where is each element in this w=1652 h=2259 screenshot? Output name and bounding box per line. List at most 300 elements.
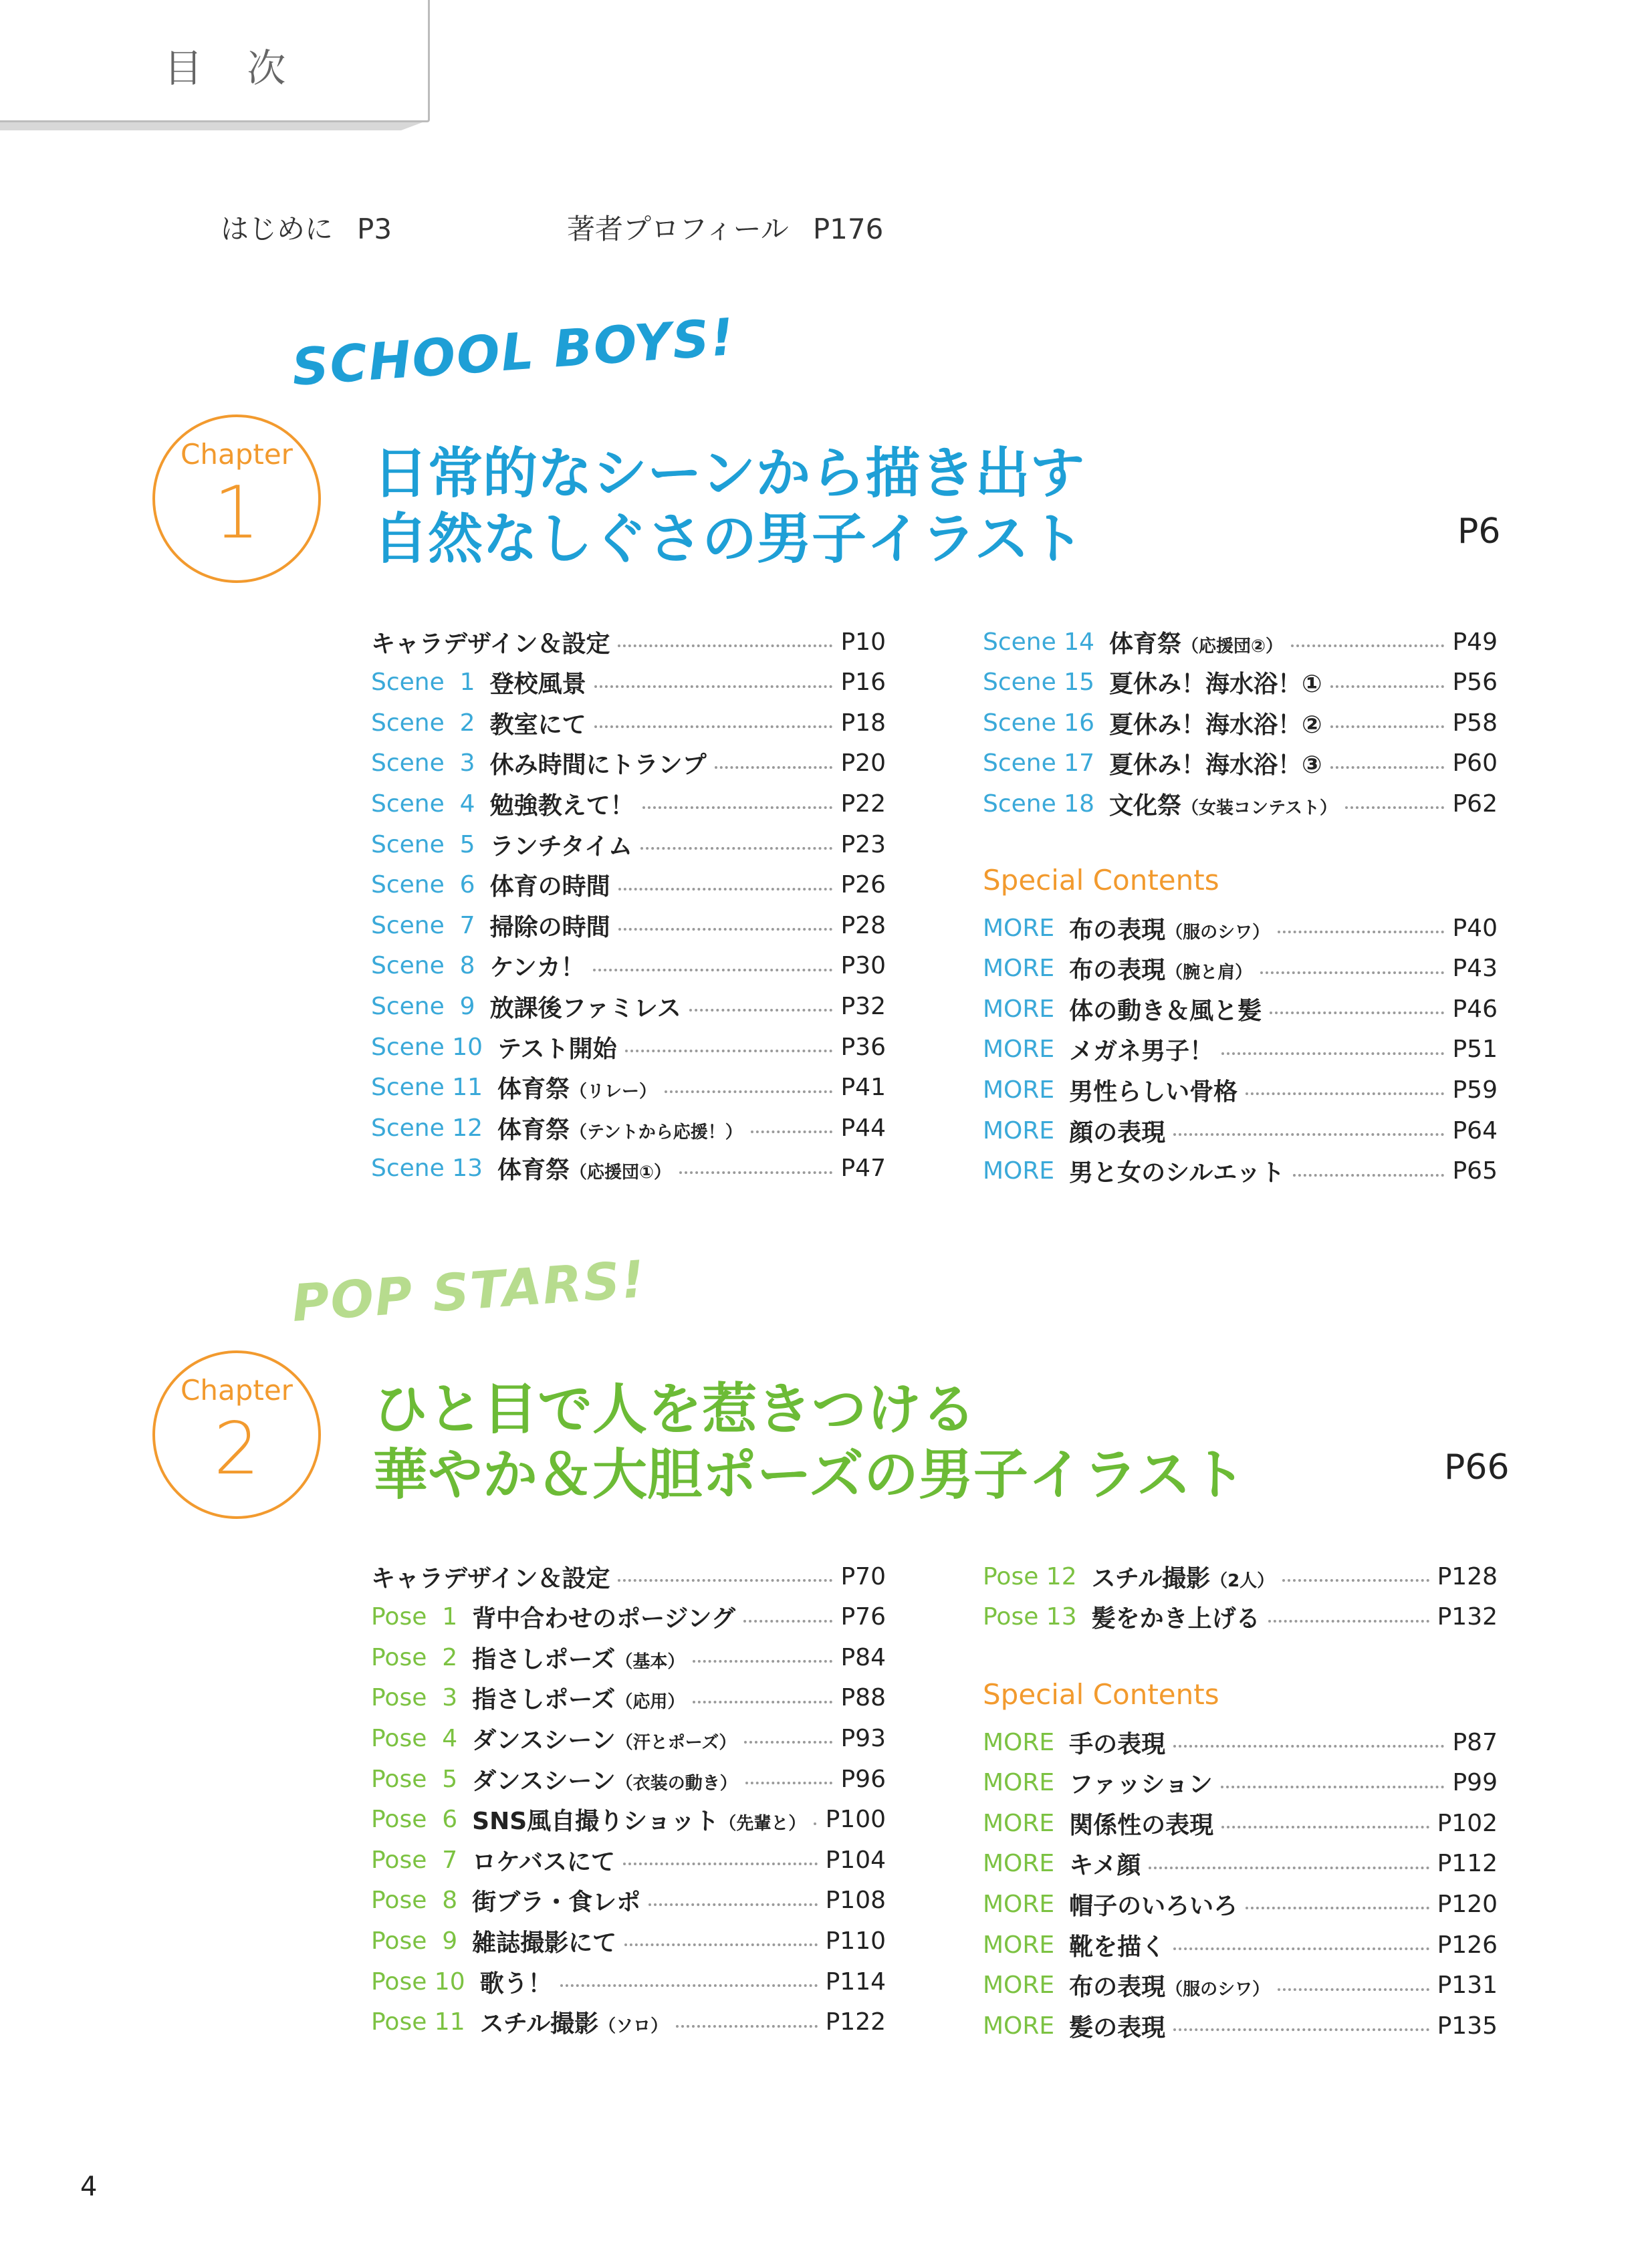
toc-entry-page: P46 <box>1452 995 1498 1023</box>
toc-entry-page: P59 <box>1452 1076 1498 1104</box>
toc-entry-title-text: 男性らしい骨格 <box>1069 1078 1238 1106</box>
toc-entry-title-text: 教室にて <box>489 711 586 739</box>
toc-entry-title-text: 雑誌撮影にて <box>472 1929 617 1957</box>
toc-entry[interactable] <box>983 908 1498 948</box>
toc-entry-page: P88 <box>840 1684 886 1712</box>
toc-entry[interactable] <box>983 989 1498 1029</box>
toc-entry[interactable] <box>983 1556 1498 1596</box>
toc-entry-label: Scene 18 <box>983 790 1095 818</box>
toc-entry-page: P135 <box>1437 2012 1498 2040</box>
toc-leader-dots <box>618 888 833 890</box>
intro-item-profile[interactable] <box>567 207 883 247</box>
toc-entry-page: P70 <box>840 1562 886 1590</box>
toc-entry-page: P36 <box>840 1033 886 1061</box>
toc-entry[interactable] <box>371 743 886 784</box>
toc-entry[interactable] <box>371 986 886 1026</box>
toc-entry-title <box>497 1111 743 1145</box>
toc-entry-title-text: 体育祭 <box>497 1157 570 1185</box>
toc-entry-title <box>490 746 707 780</box>
chapter2-number: 2 <box>213 1407 260 1491</box>
toc-entry-title-text: スチル撮影 <box>479 2010 599 2038</box>
toc-entry-label: Pose 3 <box>371 1684 458 1712</box>
toc-entry-page: P30 <box>840 952 886 980</box>
chapter2-start-page: P66 <box>1444 1447 1510 1488</box>
toc-entry-page: P110 <box>825 1927 886 1955</box>
toc-entry-page: P51 <box>1452 1036 1498 1064</box>
toc-entry-title-text: 文化祭 <box>1109 792 1182 820</box>
toc-entry-title-text: 勉強教えて！ <box>489 792 634 820</box>
toc-entry-page: P40 <box>1452 914 1498 942</box>
toc-entry-title-text: 指さしポーズ <box>472 1645 616 1673</box>
toc-entry-title-text: 手の表現 <box>1069 1730 1166 1758</box>
toc-entry-label: MORE <box>983 1931 1055 1959</box>
toc-entry-note: （応援団②） <box>1181 636 1284 657</box>
toc-entry[interactable] <box>371 1556 886 1596</box>
toc-entry-page: P93 <box>840 1724 886 1752</box>
toc-entry-title <box>472 1924 616 1958</box>
toc-entry-title <box>1069 1887 1237 1921</box>
toc-leader-dots <box>814 1822 817 1825</box>
toc-entry-page: P28 <box>840 911 886 939</box>
toc-entry[interactable] <box>983 1803 1498 1843</box>
toc-leader-dots <box>1282 1579 1429 1582</box>
toc-leader-dots <box>1270 1012 1444 1014</box>
toc-entry-title <box>497 1030 617 1064</box>
toc-entry-page: P32 <box>840 992 886 1020</box>
toc-leader-dots <box>745 1782 833 1784</box>
toc-entry[interactable] <box>983 1844 1498 1884</box>
toc-entry-title-text: メガネ男子！ <box>1069 1038 1214 1066</box>
toc-leader-dots <box>689 1009 833 1012</box>
toc-entry-title-text: 布の表現 <box>1069 1974 1166 2002</box>
toc-entry-note: （リレー） <box>570 1082 657 1102</box>
toc-entry-label: MORE <box>983 1769 1055 1797</box>
toc-entry-page: P131 <box>1437 1972 1498 2000</box>
toc-entry-title-text: 靴を描く <box>1069 1933 1166 1961</box>
toc-leader-dots <box>1246 1092 1444 1095</box>
chapter1-special-heading: Special Contents <box>983 864 1219 897</box>
toc-entry-page: P128 <box>1437 1562 1498 1590</box>
toc-title: 目 次 <box>164 45 302 91</box>
toc-entry-title <box>1069 1968 1270 2002</box>
toc-entry-title <box>371 1560 610 1594</box>
toc-entry[interactable] <box>983 1597 1498 1637</box>
toc-entry-title <box>1109 787 1337 821</box>
toc-entry[interactable] <box>983 784 1498 824</box>
toc-entry-label: Pose 2 <box>371 1643 458 1671</box>
toc-entry-page: P120 <box>1437 1890 1498 1918</box>
toc-entry-title <box>480 2005 669 2039</box>
toc-entry-label: MORE <box>983 1809 1055 1837</box>
toc-entry-title-text: 体育祭 <box>497 1116 570 1144</box>
page-number: 4 <box>80 2171 98 2202</box>
toc-leader-dots <box>743 1620 833 1623</box>
toc-entry-title <box>1069 1806 1213 1840</box>
toc-leader-dots <box>1291 644 1444 647</box>
toc-entry-title <box>472 1802 806 1836</box>
toc-leader-dots <box>618 1579 832 1582</box>
toc-entry-title-text: SNS風自撮りショット <box>472 1808 719 1836</box>
toc-entry[interactable] <box>983 949 1498 989</box>
toc-entry-title-text: 街ブラ・食レポ <box>472 1889 641 1917</box>
toc-entry-page: P65 <box>1452 1157 1498 1185</box>
toc-entry-page: P23 <box>840 830 886 858</box>
toc-leader-dots <box>693 1660 832 1663</box>
toc-entry-page: P20 <box>840 749 886 778</box>
toc-entry-title <box>371 625 610 659</box>
toc-entry-page: P64 <box>1452 1116 1498 1145</box>
toc-entry-label: Scene 1 <box>371 669 475 697</box>
toc-entry-page: P99 <box>1452 1769 1498 1797</box>
toc-leader-dots <box>1345 806 1444 809</box>
toc-entry[interactable] <box>983 1722 1498 1762</box>
chapter1-start-page: P6 <box>1457 511 1501 552</box>
toc-leader-dots <box>623 1863 818 1865</box>
toc-entry-page: P87 <box>1452 1728 1498 1756</box>
toc-entry[interactable] <box>371 905 886 945</box>
toc-entry[interactable] <box>371 1108 886 1148</box>
toc-entry-title <box>1092 1560 1275 1594</box>
toc-entry-title-text: 夏休み！海水浴！③ <box>1109 751 1322 780</box>
toc-entry[interactable] <box>983 1884 1498 1924</box>
toc-entry-label: Pose 8 <box>371 1887 458 1915</box>
toc-entry-page: P62 <box>1452 790 1498 818</box>
toc-leader-dots <box>715 766 833 769</box>
toc-entry-title-text: 掃除の時間 <box>489 913 610 941</box>
toc-entry-page: P41 <box>840 1074 886 1102</box>
toc-entry-page: P10 <box>840 628 886 656</box>
toc-entry[interactable] <box>371 1921 886 1961</box>
toc-entry-note: （服のシワ） <box>1165 1980 1270 2000</box>
toc-leader-dots <box>1330 766 1445 769</box>
toc-entry[interactable] <box>371 784 886 824</box>
toc-entry-title <box>1069 911 1270 945</box>
toc-entry-label: MORE <box>983 1890 1055 1918</box>
toc-entry-label: MORE <box>983 1036 1055 1064</box>
toc-entry-page: P49 <box>1452 628 1498 656</box>
toc-leader-dots <box>594 725 833 728</box>
toc-entry-title <box>1109 665 1322 699</box>
toc-entry-title-text: 放課後ファミレス <box>489 994 681 1022</box>
toc-entry[interactable] <box>371 1149 886 1189</box>
toc-leader-dots <box>1221 1826 1429 1828</box>
toc-entry-note: （服のシワ） <box>1165 922 1270 943</box>
toc-entry-title <box>472 1641 685 1675</box>
toc-entry-page: P56 <box>1452 669 1498 697</box>
toc-entry-label: Pose 12 <box>983 1562 1077 1590</box>
toc-entry[interactable] <box>983 1030 1498 1070</box>
toc-entry[interactable] <box>371 663 886 703</box>
toc-leader-dots <box>1173 1133 1444 1136</box>
toc-entry-title <box>1069 1154 1284 1188</box>
toc-entry[interactable] <box>371 1027 886 1067</box>
toc-entry-title <box>497 1070 657 1104</box>
toc-entry-title <box>1069 992 1262 1026</box>
toc-entry[interactable] <box>371 1840 886 1880</box>
toc-entry[interactable] <box>371 1678 886 1718</box>
toc-entry-title-text: 夏休み！海水浴！① <box>1109 671 1322 699</box>
toc-entry-note: （ソロ） <box>598 2016 669 2037</box>
toc-entry[interactable] <box>371 1718 886 1758</box>
toc-entry-label: Scene 6 <box>371 871 475 899</box>
toc-leader-dots <box>1173 2028 1429 2031</box>
toc-entry-title <box>490 949 585 983</box>
toc-entry-label: Scene 16 <box>983 709 1095 737</box>
toc-entry-note: （2人） <box>1210 1570 1275 1591</box>
toc-entry-page: P47 <box>840 1155 886 1183</box>
toc-entry-label: MORE <box>983 1157 1055 1185</box>
toc-entry-title <box>472 1762 737 1796</box>
toc-leader-dots <box>625 1050 833 1052</box>
toc-entry-title-text: キャラデザイン＆設定 <box>371 1564 610 1592</box>
toc-entry-title <box>480 1965 552 1999</box>
chapter2-tagline: POP STARS! <box>289 1249 648 1333</box>
toc-entry-note: （応援団①） <box>570 1163 672 1183</box>
toc-entry-label: MORE <box>983 2012 1055 2040</box>
intro-page: P3 <box>357 213 392 245</box>
toc-entry-note: （女装コンテスト） <box>1181 798 1337 818</box>
toc-entry-title-text: ロケバスにて <box>472 1848 615 1876</box>
toc-entry-page: P122 <box>825 2008 886 2036</box>
toc-entry-title <box>1069 951 1252 985</box>
toc-entry[interactable] <box>371 824 886 864</box>
toc-entry[interactable] <box>371 1881 886 1921</box>
toc-entry-title <box>490 909 610 943</box>
toc-entry-title-text: ダンスシーン <box>472 1726 616 1754</box>
toc-entry-title-text: 体の動き＆風と髪 <box>1069 997 1262 1025</box>
toc-entry-title-text: ファッション <box>1069 1771 1213 1799</box>
toc-entry-page: P84 <box>840 1643 886 1671</box>
toc-entry-page: P114 <box>825 1968 886 1996</box>
chapter1-tagline: SCHOOL BOYS! <box>289 306 737 397</box>
toc-entry-title <box>1069 1928 1165 1962</box>
toc-entry-title <box>1069 1073 1237 1107</box>
toc-leader-dots <box>1246 1907 1429 1909</box>
toc-entry-page: P126 <box>1437 1931 1498 1959</box>
toc-entry-title-text: 髪の表現 <box>1069 2014 1166 2042</box>
toc-entry[interactable] <box>983 1070 1498 1110</box>
toc-entry-title-text: 夏休み！海水浴！② <box>1109 711 1322 739</box>
toc-entry[interactable] <box>983 1151 1498 1191</box>
toc-entry[interactable] <box>371 1961 886 2002</box>
toc-leader-dots <box>1173 1745 1444 1748</box>
chapter1-number: 1 <box>213 471 260 555</box>
toc-entry-page: P22 <box>840 790 886 818</box>
toc-entry-title-text: キャラデザイン＆設定 <box>371 630 610 658</box>
intro-page: P176 <box>812 213 884 245</box>
toc-entry-title <box>490 828 632 862</box>
toc-entry-title-text: 体育祭 <box>497 1076 570 1104</box>
toc-entry-page: P18 <box>840 709 886 737</box>
toc-entry-title <box>490 665 586 699</box>
toc-entry[interactable] <box>371 703 886 743</box>
toc-entry[interactable] <box>983 743 1498 784</box>
toc-leader-dots <box>594 685 833 688</box>
toc-entry-title-text: テスト開始 <box>497 1035 617 1063</box>
toc-entry-page: P132 <box>1437 1603 1498 1631</box>
toc-entry-title-text: 男と女のシルエット <box>1069 1159 1285 1187</box>
toc-entry-title <box>1109 625 1283 659</box>
toc-entry-label: MORE <box>983 1728 1055 1756</box>
toc-entry-title <box>472 1721 736 1756</box>
toc-entry-label: Scene 2 <box>371 709 475 737</box>
toc-entry-label: Scene 4 <box>371 790 475 818</box>
toc-entry-page: P100 <box>825 1806 886 1834</box>
toc-leader-dots <box>1149 1867 1429 1869</box>
toc-entry[interactable] <box>371 1068 886 1108</box>
toc-entry[interactable] <box>371 1759 886 1799</box>
chapter1-headline-line2: 自然なしぐさの男子イラスト <box>373 507 1084 571</box>
toc-entry[interactable] <box>371 2002 886 2042</box>
chapter1-word: Chapter <box>181 438 293 471</box>
toc-entry-label: MORE <box>983 1076 1055 1104</box>
toc-entry-label: Pose 9 <box>371 1927 458 1955</box>
toc-entry-note: （基本） <box>615 1651 685 1672</box>
toc-entry-label: MORE <box>983 955 1055 983</box>
toc-entry-label: Scene 11 <box>371 1074 483 1102</box>
toc-entry-title <box>1069 1032 1213 1066</box>
toc-entry[interactable] <box>983 1966 1498 2006</box>
toc-entry-title-text: 休み時間にトランプ <box>489 751 707 780</box>
toc-entry-page: P58 <box>1452 709 1498 737</box>
toc-entry-page: P96 <box>840 1765 886 1793</box>
toc-entry-page: P102 <box>1437 1809 1498 1837</box>
toc-entry-title-text: 髪をかき上げる <box>1091 1605 1260 1633</box>
toc-entry-title <box>472 1843 615 1877</box>
toc-entry-label: Pose 13 <box>983 1603 1077 1631</box>
toc-entry-label: MORE <box>983 1972 1055 2000</box>
toc-entry[interactable] <box>371 946 886 986</box>
toc-leader-dots <box>1268 1620 1429 1623</box>
toc-entry-title <box>1069 1726 1165 1760</box>
toc-entry-title-text: 関係性の表現 <box>1069 1811 1214 1839</box>
toc-entry-title-text: 顔の表現 <box>1069 1118 1166 1147</box>
toc-entry-label: Scene 8 <box>371 952 475 980</box>
toc-entry[interactable] <box>371 865 886 905</box>
toc-leader-dots <box>665 1090 832 1093</box>
toc-leader-dots <box>624 1943 817 1946</box>
toc-entry-title-text: スチル撮影 <box>1091 1564 1211 1592</box>
toc-entry-title-text: 体育祭 <box>1109 630 1182 658</box>
toc-entry[interactable] <box>983 663 1498 703</box>
chapter2-headline-line1: ひと目で人を惹きつける <box>373 1378 977 1441</box>
toc-entry-note: （応用） <box>615 1692 685 1713</box>
toc-entry-title-text: 歌う！ <box>479 1970 552 1998</box>
chapter2-word: Chapter <box>181 1374 293 1407</box>
toc-entry-label: Pose 1 <box>371 1603 458 1631</box>
toc-entry[interactable] <box>371 1597 886 1637</box>
toc-leader-dots <box>642 806 833 809</box>
toc-entry-title <box>490 989 681 1024</box>
toc-entry-note: （汗とポーズ） <box>615 1732 737 1753</box>
toc-leader-dots <box>676 2025 817 2028</box>
intro-item-preface[interactable] <box>221 207 392 247</box>
toc-leader-dots <box>618 644 832 647</box>
chapter1-headline-line1: 日常的なシーンから描き出す <box>373 442 1085 505</box>
toc-entry-label: Scene 5 <box>371 830 475 858</box>
toc-entry-label: Pose 5 <box>371 1765 458 1793</box>
toc-leader-dots <box>1293 1174 1445 1177</box>
toc-entry-label: Scene 14 <box>983 628 1095 656</box>
toc-entry-title <box>1092 1600 1260 1634</box>
toc-entry-page: P60 <box>1452 749 1498 778</box>
toc-entry[interactable] <box>983 2006 1498 2046</box>
toc-entry-title-text: ケンカ！ <box>489 954 585 982</box>
toc-leader-dots <box>640 847 832 850</box>
toc-leader-dots <box>1330 725 1445 728</box>
toc-entry-title-text: 布の表現 <box>1069 957 1166 985</box>
toc-entry-label: Scene 9 <box>371 992 475 1020</box>
toc-entry[interactable] <box>371 1637 886 1677</box>
intro-label: はじめに <box>221 213 334 245</box>
toc-entry-title-text: ランチタイム <box>489 832 633 860</box>
toc-entry[interactable] <box>983 1763 1498 1803</box>
toc-leader-dots <box>1330 685 1445 688</box>
toc-leader-dots <box>648 1903 817 1906</box>
toc-entry-title-text: 背中合わせのポージング <box>472 1605 735 1633</box>
toc-leader-dots <box>751 1131 833 1133</box>
intro-label: 著者プロフィール <box>567 213 789 245</box>
toc-entry-page: P104 <box>825 1846 886 1874</box>
toc-entry-note: （先輩と） <box>719 1814 806 1834</box>
toc-entry-label: Scene 13 <box>371 1155 483 1183</box>
toc-entry[interactable] <box>983 703 1498 743</box>
toc-entry-title <box>472 1883 640 1917</box>
toc-entry-label: Scene 15 <box>983 669 1095 697</box>
chapter2-special-heading: Special Contents <box>983 1678 1219 1711</box>
toc-entry-title <box>1069 1766 1213 1800</box>
toc-entry-title <box>1109 706 1322 740</box>
toc-leader-dots <box>744 1741 832 1744</box>
toc-leader-dots <box>1260 971 1444 974</box>
toc-entry-label: MORE <box>983 1850 1055 1878</box>
toc-entry-title <box>490 868 610 902</box>
toc-entry[interactable] <box>371 622 886 662</box>
toc-entry-page: P112 <box>1437 1850 1498 1878</box>
toc-leader-dots <box>560 1984 818 1987</box>
toc-entry-page: P44 <box>840 1114 886 1142</box>
chapter2-headline-line2: 華やか＆大胆ポーズの男子イラスト <box>373 1443 1246 1507</box>
toc-entry-label: MORE <box>983 914 1055 942</box>
toc-leader-dots <box>679 1171 832 1174</box>
toc-entry-title-text: 帽子のいろいろ <box>1069 1892 1238 1920</box>
toc-leader-dots <box>1278 1988 1429 1991</box>
toc-entry-label: Pose 4 <box>371 1724 458 1752</box>
toc-entry-label: Pose 10 <box>371 1968 465 1996</box>
toc-entry-page: P26 <box>840 871 886 899</box>
toc-entry[interactable] <box>983 622 1498 662</box>
toc-entry-title <box>472 1600 735 1634</box>
toc-entry-title <box>490 787 634 821</box>
toc-entry[interactable] <box>983 1110 1498 1151</box>
toc-entry-page: P76 <box>840 1603 886 1631</box>
toc-entry-note: （テントから応援！） <box>570 1122 743 1143</box>
toc-entry-title <box>1109 746 1322 780</box>
toc-entry[interactable] <box>983 1925 1498 1965</box>
toc-leader-dots <box>1278 931 1444 933</box>
toc-entry-label: Pose 6 <box>371 1806 458 1834</box>
toc-entry-page: P16 <box>840 669 886 697</box>
toc-entry-label: Scene 7 <box>371 911 475 939</box>
toc-leader-dots <box>618 928 833 931</box>
toc-entry-label: MORE <box>983 1116 1055 1145</box>
toc-entry-title-text: 体育の時間 <box>489 873 610 901</box>
toc-entry-title-text: 布の表現 <box>1069 916 1166 944</box>
toc-entry-label: Scene 3 <box>371 749 475 778</box>
toc-entry[interactable] <box>371 1800 886 1840</box>
toc-leader-dots <box>593 969 833 971</box>
toc-entry-page: P43 <box>1452 955 1498 983</box>
